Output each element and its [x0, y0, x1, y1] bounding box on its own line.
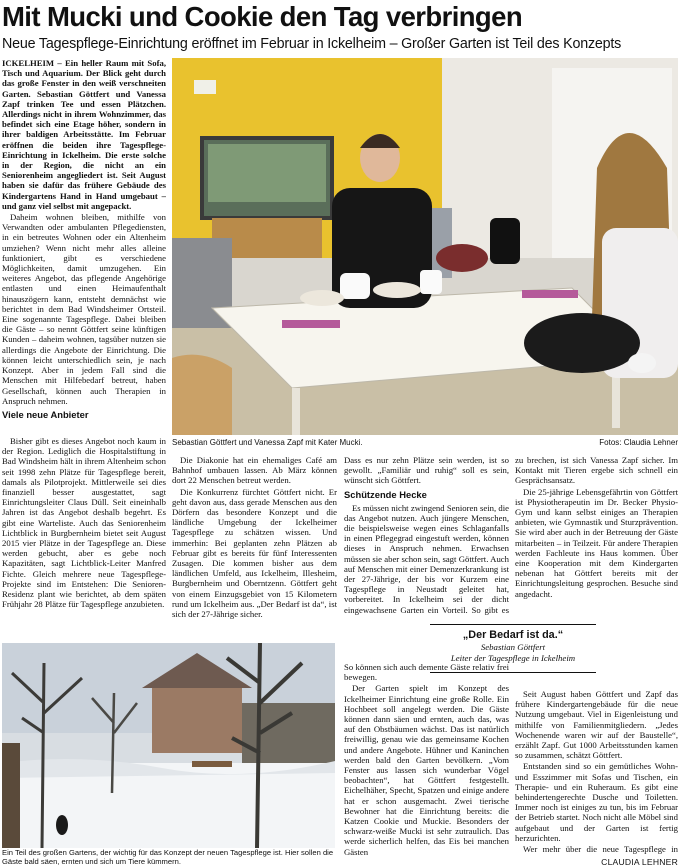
photo-couple-with-cat-illustration	[172, 58, 678, 435]
paragraph: Dass es nur zehn Plätze sein werden, ist so gewollt. „Familiär und ruhig“ soll es sein, wünscht sich Göttfert.	[344, 455, 509, 486]
article-column-3	[344, 455, 509, 615]
paragraph: Der Garten spielt im Konzept des Ickelheimer Einrichtung eine große Rolle. Ein Hochbeet soll angelegt werden. Die Gäste können dann säen und ernten, auch das, was auf den Obstbäumen wächst. Das ist natürlich freiwillig, genau wie das gemeinsame Kochen und andere Angebote. Hühner und Kaninchen werden bald den Garten bevölkern. „Vom Fenster aus lassen sich wunderbar Vögel beobachten“, hat Göttfert festgestellt. Eichelhäher, Specht, Spatzen und einige andere hat er schon ausgemacht. Zwei tierische Bewohner hat die Einrichtung bereits: die Katzen Cookie und Muckie. Besonders der schwarz-weiße Mucki ist sehr zutraulich. Das werde sicherlich helfen, das Eis bei manchen Gästen	[344, 683, 509, 857]
photo-credit: Fotos: Claudia Lehner	[599, 438, 678, 447]
subhead-schuetzende-hecke: Schützende Hecke	[344, 488, 427, 500]
paragraph: Wer mehr über die neue Tagespflege in	[523, 844, 678, 855]
article-column-1	[2, 58, 166, 436]
pull-quote-text: „Der Bedarf ist da.“	[462, 629, 564, 641]
article-column-4	[515, 455, 678, 605]
subheadline: Neue Tagespflege-Einrichtung eröffnet im Februar in Ickelheim – Großer Garten ist Teil des Konzepts	[2, 36, 622, 52]
lead-paragraph: ICKELHEIM – Ein heller Raum mit Sofa, Tisch und Aquarium. Der Blick geht durch das große Fenster in den weiß verschneiten Garten. Sebastian Göttfert und Vanessa Zapf trinken Tee und essen Plätzchen. Allerdings nicht in ihrem Wohnzimmer, das befindet sich eine Etage höher, sondern in ihrer baldigen Arbeitsstätte. Im Februar eröffnen die beiden ihre Tagespflege-Einrichtung in Ickelheim. Die erste solche in der Region, die nicht an ein Seniorenheim angegliedert ist. Seit August haben sie dafür das frühere Gebäude des Kindergartens Hand in Hand umgebaut – und ganz viel selbst mit angepackt.	[2, 58, 166, 211]
subhead-viele-neue-anbieter: Viele neue Anbieter	[2, 408, 89, 420]
photo-couple-with-cat	[172, 58, 678, 435]
article-column-2	[172, 455, 337, 620]
pull-quote-role: Leiter der Tagespflege in Ickelheim	[450, 652, 576, 663]
paragraph: So können sich auch demente Gäste relativ frei bewegen.	[344, 662, 509, 683]
article-column-1-lower	[2, 436, 166, 642]
author-credit: CLAUDIA LEHNER	[601, 857, 678, 867]
paragraph: Die Diakonie hat ein ehemaliges Café am Bahnhof umbauen lassen. Ab März können dort 22 Menschen betreut werden.	[172, 455, 337, 486]
paragraph: Daheim wohnen bleiben, mithilfe von Verwandten oder ambulanten Pflegediensten, in ein betreutes Wohnen oder ein Altenheim umziehen? Wenn nicht mehr alles alleine funktioniert, gibt es verschiedene Möglichkeiten, damit umzugehen. Ein weiteres Angebot, das pflegende Angehörige entlasten und einen Heimaufenthalt hinauszögern kann, entsteht demnächst wie berichtet in dem Bad Windsheimer Ortsteil. Eine sogenannte Tagespflege. Dabei bleiben die Gäste – so nennt Göttfert seine künftigen Kunden – daheim wohnen, tagsüber nutzen sie allerdings die Angebote der Einrichtung. Die können leicht unterschiedlich sein, je nach Konzept. Aber in jedem Fall sind die Menschen mit Hilfebedarf betreut, haben Gesellschaft, können auch Therapien in Anspruch nehmen.	[2, 212, 166, 406]
headline: Mit Mucki und Cookie den Tag verbringen	[2, 1, 523, 32]
photo-caption-main: Sebastian Göttfert und Vanessa Zapf mit Kater Mucki.	[172, 438, 363, 447]
photo-garden-snow	[2, 643, 335, 848]
pull-quote	[430, 624, 596, 673]
article-column-4-lower	[515, 689, 678, 855]
paragraph: Entstanden sind so ein gemütliches Wohn- und Esszimmer mit Sofas und Tischen, ein Therapie- und ein Ruheraum. Es gibt eine behindertengerechte Dusche und Toiletten. Immer noch ist einiges zu tun, bis im Februar der Betrieb startet. Noch nicht alle Möbel sind aufgebaut und der Garten ist fertig herzurichten.	[515, 761, 678, 843]
paragraph: Seit August haben Göttfert und Zapf das frühere Kindergartengebäude für die neue Nutzung umgebaut. Viel in Eigenleistung und mithilfe von Familienmitgliedern. „Jedes Wochenende waren wir auf der Baustelle“, erzählt Zapf. Gut 1000 Arbeitsstunden kamen so zusammen, schätzt Göttfert.	[515, 689, 678, 761]
paragraph: Bisher gibt es dieses Angebot noch kaum in der Region. Lediglich die Hospitalstiftung in Bad Windsheim hält in ihrem Altenheim schon seit 1998 zehn Plätze für Tagespflege bereit, damals als Pilotprojekt. Mittlerweile sei dies finanziell besser ausgestattet, sagt Einrichtungsleiter Claus Düll. Seit eineinhalb Jahren ist das Angebot deshalb begehrt. Es gibt eine Warteliste. Auch das Seniorenheim Lichtblick in Burgbernheim bietet seit August 2015 vier Plätze in der Tagespflege an. Diese werden gebucht, aber es gebe noch Kapazitäten, sagt Lichtblick-Leiter Manfred Fichte. Gleich mehrere neue Tagespflege-Projekte sind im Entstehen: Die Senioren-Residenz plant wie berichtet, ab dem späten Frühjahr 28 Plätze für Tagespflege anzubieten.	[2, 436, 166, 610]
pull-quote-author: Sebastian Göttfert	[480, 642, 546, 652]
paragraph: Es müssen nicht zwingend Senioren sein, die das Angebot nutzen. Auch jüngere Menschen, die beispielsweise wegen eines Schlaganfalls in einen Pflegegrad eingestuft werden, können dieses in Anspruch nehmen. Erwachsen müssen sie aber schon sein, sagt Göttfert. Auch auf Menschen mit einer Demenzerkrankung ist der 27-Jährige, der bis vor Kurzem eine Tagespflege in Neustadt geleitet hat, vorbereitet. In Ickelheim sei der dicht eingewachsene Garten ein Vorteil. So gibt es	[344, 502, 509, 615]
paragraph: Die Konkurrenz fürchtet Göttfert nicht. Er geht davon aus, dass gerade Menschen aus den Dörfern das besondere Konzept und die ländliche Umgebung der Ickelheimer Tagespflege zu schätzen wissen. Und immerhin: Bei geplanten zehn Plätzen ab Februar gibt es bereits für fünf Interessenten Zusagen. Die kommen bisher aus dem ländlichen Umfeld, aus Ickelheim, Illesheim, Burgbernheim und Oberntzenn. Göttfert geht von einem Einzugsgebiet von 15 Kilometern rund um Ickelheim aus. „Der Bedarf ist da“, ist sich der 27-Jährige sicher.	[172, 486, 337, 620]
paragraph: Die 25-jährige Lebensgefährtin von Göttfert ist Physiotherapeutin im Dr. Becker Physio-Gym und kann selbst einiges an Therapien anbieten, wie Gymnastik und Sturzprävention. Sie wird aber auch in der Betreuung der Gäste mitarbeiten – in Teilzeit. Für andere Therapien werden Fachleute ins Haus kommen. Über eine Kooperation mit dem Kindergarten nebenan hat Göttfert bereits mit der Einrichtungsleitung gesprochen. Besuche sind angedacht.	[515, 486, 678, 599]
paragraph: zu brechen, ist sich Vanessa Zapf sicher. Im Kontakt mit Tieren ergebe sich schnell ein Gesprächsansatz.	[515, 455, 678, 486]
photo-garden-snow-illustration	[2, 643, 335, 848]
article-column-3-lower	[344, 662, 509, 868]
photo-caption-garden: Ein Teil des großen Gartens, der wichtig für das Konzept der neuen Tagespflege ist. Hier sollen die Gäste bald säen, ernten und sich um Tiere kümmern.	[2, 848, 334, 866]
